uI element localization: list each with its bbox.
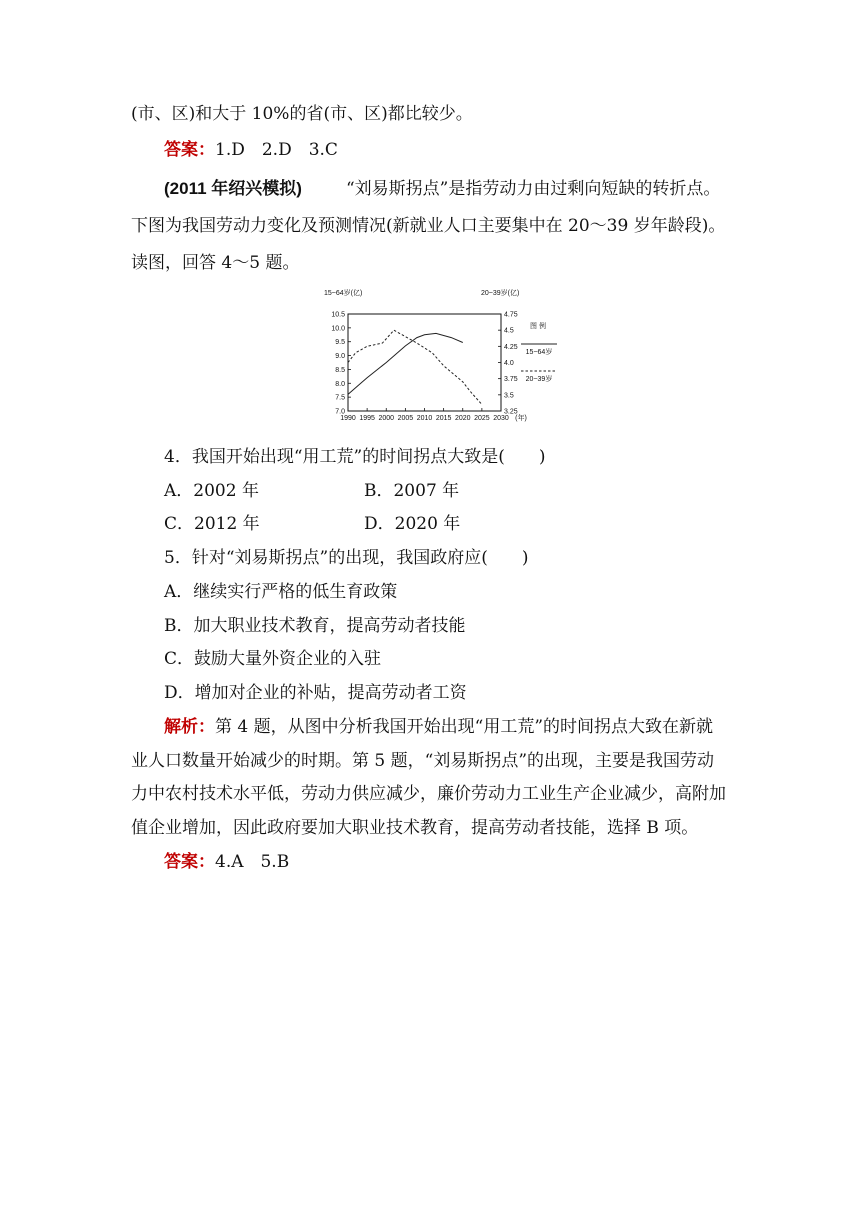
intro-line-3: 读图，回答 4～5 题。 bbox=[131, 253, 300, 273]
question-intro bbox=[164, 178, 720, 200]
analysis-line-2: 业人口数量开始减少的时期。第 5 题，“刘易斯拐点”的出现，主要是我国劳动 bbox=[131, 751, 715, 771]
x-tick-label: 2020 bbox=[454, 415, 471, 422]
right-tick-label: 3.5 bbox=[504, 392, 514, 400]
x-tick-label: 2030 bbox=[493, 415, 509, 422]
source-tag: (2011 年绍兴模拟) bbox=[164, 179, 302, 198]
q5-option-a: A．继续实行严格的低生育政策 bbox=[164, 582, 398, 602]
intro-text: “刘易斯拐点”是指劳动力由过剩向短缺的转折点。 bbox=[345, 179, 721, 199]
labor-force-chart bbox=[318, 284, 578, 424]
q4-option-d: D．2020 年 bbox=[364, 514, 461, 534]
legend-label: 15~64岁 bbox=[525, 349, 553, 356]
answer-2 bbox=[164, 851, 289, 873]
answer-label: 答案： bbox=[164, 852, 215, 872]
right-axis-label: 20~39岁(亿) bbox=[481, 290, 520, 297]
x-tick-label: 2025 bbox=[474, 415, 490, 422]
q5-option-c: C．鼓励大量外资企业的入驻 bbox=[164, 649, 382, 669]
left-tick-label: 8.0 bbox=[335, 380, 345, 388]
left-tick-label: 7.0 bbox=[335, 408, 345, 416]
legend-title: 图 例 bbox=[530, 323, 546, 330]
analysis-line-1: 第 4 题，从图中分析我国开始出现“用工荒”的时间拐点大致在新就 bbox=[215, 717, 714, 737]
analysis-line-3: 力中农村技术水平低，劳动力供应减少，廉价劳动力工业生产企业减少，高附加 bbox=[131, 784, 726, 804]
series-line-age-15-64 bbox=[348, 333, 463, 394]
left-tick-label: 10.5 bbox=[331, 311, 345, 319]
left-tick-label: 8.5 bbox=[335, 366, 345, 374]
left-tick-label: 9.5 bbox=[335, 339, 345, 347]
analysis-label: 解析： bbox=[164, 717, 215, 737]
answer-label: 答案： bbox=[164, 140, 215, 160]
right-tick-label: 4.0 bbox=[504, 360, 514, 367]
text-line-continuation: (市、区)和大于 10%的省(市、区)都比较少。 bbox=[131, 104, 473, 124]
right-tick-label: 4.25 bbox=[504, 343, 518, 351]
left-tick-label: 7.5 bbox=[335, 394, 345, 402]
q4-option-c: C．2012 年 bbox=[164, 514, 260, 534]
x-tick-label: 2005 bbox=[397, 415, 414, 422]
q5-option-b: B．加大职业技术教育，提高劳动者技能 bbox=[164, 616, 466, 636]
answer-1 bbox=[164, 139, 338, 161]
right-tick-label: 3.25 bbox=[504, 408, 518, 416]
q4-option-b: B．2007 年 bbox=[364, 481, 460, 501]
plot-frame bbox=[348, 314, 501, 411]
right-tick-label: 3.75 bbox=[504, 376, 518, 384]
series-line-age-20-39 bbox=[348, 330, 482, 404]
x-tick-label: 2010 bbox=[416, 415, 433, 422]
right-tick-label: 4.75 bbox=[504, 311, 518, 319]
answer-value: 1.D 2.D 3.C bbox=[215, 140, 338, 160]
q4-option-a: A．2002 年 bbox=[164, 481, 259, 501]
x-tick-label: 2000 bbox=[378, 415, 395, 422]
analysis-line-4: 值企业增加，因此政府要加大职业技术教育，提高劳动者技能，选择 B 项。 bbox=[131, 818, 699, 838]
x-tick-label: 1995 bbox=[359, 415, 375, 422]
left-axis-label: 15~64岁(亿) bbox=[324, 290, 363, 297]
question-4: 4．我国开始出现“用工荒”的时间拐点大致是( ) bbox=[164, 447, 546, 467]
x-tick-label: 2015 bbox=[435, 415, 452, 422]
right-tick-label: 4.5 bbox=[504, 327, 514, 335]
left-tick-label: 9.0 bbox=[335, 353, 345, 361]
question-5: 5．针对“刘易斯拐点”的出现，我国政府应( ) bbox=[164, 548, 529, 568]
x-unit-label: (年) bbox=[515, 415, 527, 422]
answer-value: 4.A 5.B bbox=[215, 852, 290, 872]
q5-option-d: D．增加对企业的补贴，提高劳动者工资 bbox=[164, 683, 467, 703]
analysis bbox=[164, 716, 713, 738]
x-tick-label: 1990 bbox=[340, 415, 356, 422]
left-tick-label: 10.0 bbox=[331, 325, 345, 333]
legend-label: 20~39岁 bbox=[525, 376, 553, 383]
intro-line-2: 下图为我国劳动力变化及预测情况(新就业人口主要集中在 20～39 岁年龄段)。 bbox=[131, 216, 726, 236]
